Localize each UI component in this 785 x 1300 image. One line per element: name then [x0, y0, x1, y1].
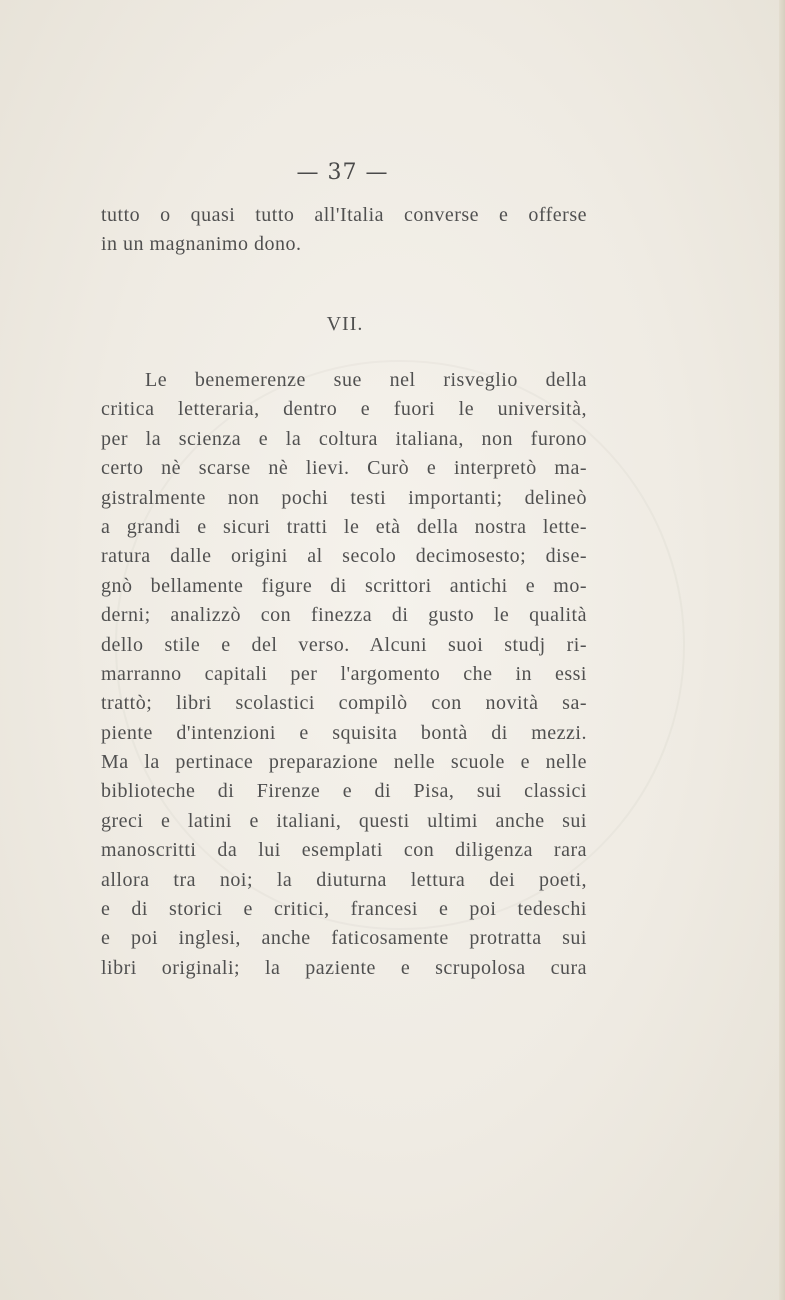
text-line: e di storici e critici, francesi e poi tedeschi: [101, 898, 587, 921]
text-line: e poi inglesi, anche faticosamente protratta sui: [101, 927, 587, 950]
page-edge: [779, 0, 785, 1300]
text-line: marranno capitali per l'argomento che in essi: [101, 662, 587, 685]
text-line: biblioteche di Firenze e di Pisa, sui classici: [101, 780, 587, 803]
section-heading: VII.: [326, 313, 364, 335]
text-line: in un magnanimo dono.: [101, 233, 302, 256]
text-line: manoscritti da lui esemplati con diligenza rara: [101, 839, 587, 862]
text-line: Le benemerenze sue nel risveglio della: [145, 369, 587, 391]
text-line: dello stile e del verso. Alcuni suoi studj ri-: [101, 633, 587, 656]
text-line: piente d'intenzioni e squisita bontà di mezzi.: [101, 721, 587, 744]
paragraph: [101, 366, 587, 983]
text-line: allora tra noi; la diuturna lettura dei poeti,: [101, 868, 587, 891]
text-line: a grandi e sicuri tratti le età della nostra lette-: [101, 515, 587, 538]
text-line: derni; analizzò con finezza di gusto le qualità: [101, 604, 587, 627]
text-line: certo nè scarse nè lievi. Curò e interpretò ma-: [101, 457, 587, 480]
text-line: libri originali; la paziente e scrupolosa cura: [101, 956, 587, 979]
text-line: per la scienza e la coltura italiana, non furono: [101, 427, 587, 450]
text-line: critica letteraria, dentro e fuori le università,: [101, 398, 587, 421]
text-line: trattò; libri scolastici compilò con novità sa-: [101, 692, 587, 715]
opening-text: [101, 201, 587, 260]
text-line: Ma la pertinace preparazione nelle scuole e nelle: [101, 751, 587, 774]
text-line: gistralmente non pochi testi importanti; delineò: [101, 486, 587, 509]
text-line: tutto o quasi tutto all'Italia converse e offerse: [101, 204, 587, 226]
text-line: gnò bellamente figure di scrittori antichi e mo-: [101, 574, 587, 597]
text-line: greci e latini e italiani, questi ultimi anche sui: [101, 809, 587, 832]
page-number: — 37 —: [296, 160, 389, 185]
text-line: ratura dalle origini al secolo decimosesto; dise-: [101, 545, 587, 568]
